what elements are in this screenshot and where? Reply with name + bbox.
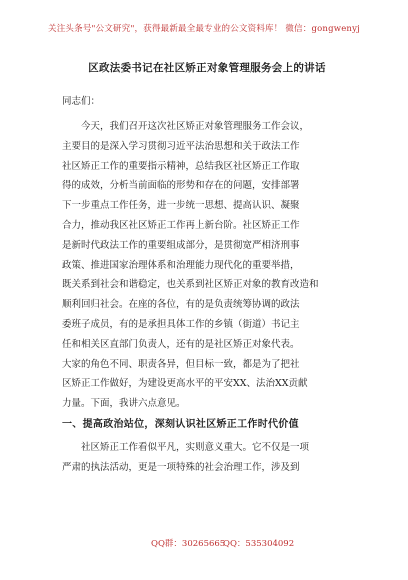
paragraph-line: 政策、推进国家治理体系和治理能力现代化的重要举措， [62,259,300,271]
paragraph-line: 得的成效，分析当前面临的形势和存在的问题，安排部署 [62,180,300,192]
qq-group-text: QQ群：30265665 [151,539,226,549]
paragraph-line: 大家的角色不同、职责各异，但目标一致，都是为了把社 [62,358,300,370]
paragraph-line: 社区矫正工作看似平凡，实则意义重大。它不仅是一项 [62,442,310,453]
paragraph-line: 既关系到社会和谐稳定，也关系到社区矫正对象的教育改造和 [62,279,319,291]
paragraph-line: 是新时代政法工作的重要组成部分，是贯彻宽严相济刑事 [62,239,300,251]
paragraph-line: 委班子成员，有的是承担具体工作的乡镇（街道）书记主 [62,318,300,330]
section-heading: 一、提高政治站位，深刻认识社区矫正工作时代价值 [62,419,299,430]
paragraph-intro [62,117,352,414]
salutation: 同志们： [62,96,101,107]
paragraph-line: 主要目的是深入学习贯彻习近平法治思想和关于政法工作 [62,140,300,152]
paragraph-line: 区矫正工作做好，为建设更高水平的平安XX、法治XX贡献 [62,378,308,390]
paragraph-line: 下一步重点工作任务，进一步统一思想、提高认识、凝聚 [62,200,300,212]
paragraph-line: 力量。下面，我讲六点意见。 [62,398,186,410]
document-title: 区政法委书记在社区矫正对象管理服务会上的讲话 [88,62,326,74]
paragraph-line: 任和相关区直部门负责人，还有的是社区矫正对象代表。 [62,338,300,350]
paragraph-line: 顺利回归社会。在座的各位，有的是负责统筹协调的政法 [62,299,300,311]
qq-number-text: QQ：535304092 [223,539,295,549]
header-banner: 关注头条号"公文研究"，获得最新最全最专业的公文资料库！ 微信：gongwenyj [48,24,360,34]
footer-contact [0,537,408,555]
paragraph-line: 严肃的执法活动，更是一项特殊的社会治理工作，涉及到 [62,461,300,473]
paragraph-section-one [62,438,352,478]
paragraph-line: 社区矫正工作的重要指示精神，总结我区社区矫正工作取 [62,160,300,172]
paragraph-line: 今天，我们召开这次社区矫正对象管理服务工作会议， [62,121,310,132]
paragraph-line: 合力，推动我区社区矫正工作再上新台阶。社区矫正工作 [62,219,300,231]
